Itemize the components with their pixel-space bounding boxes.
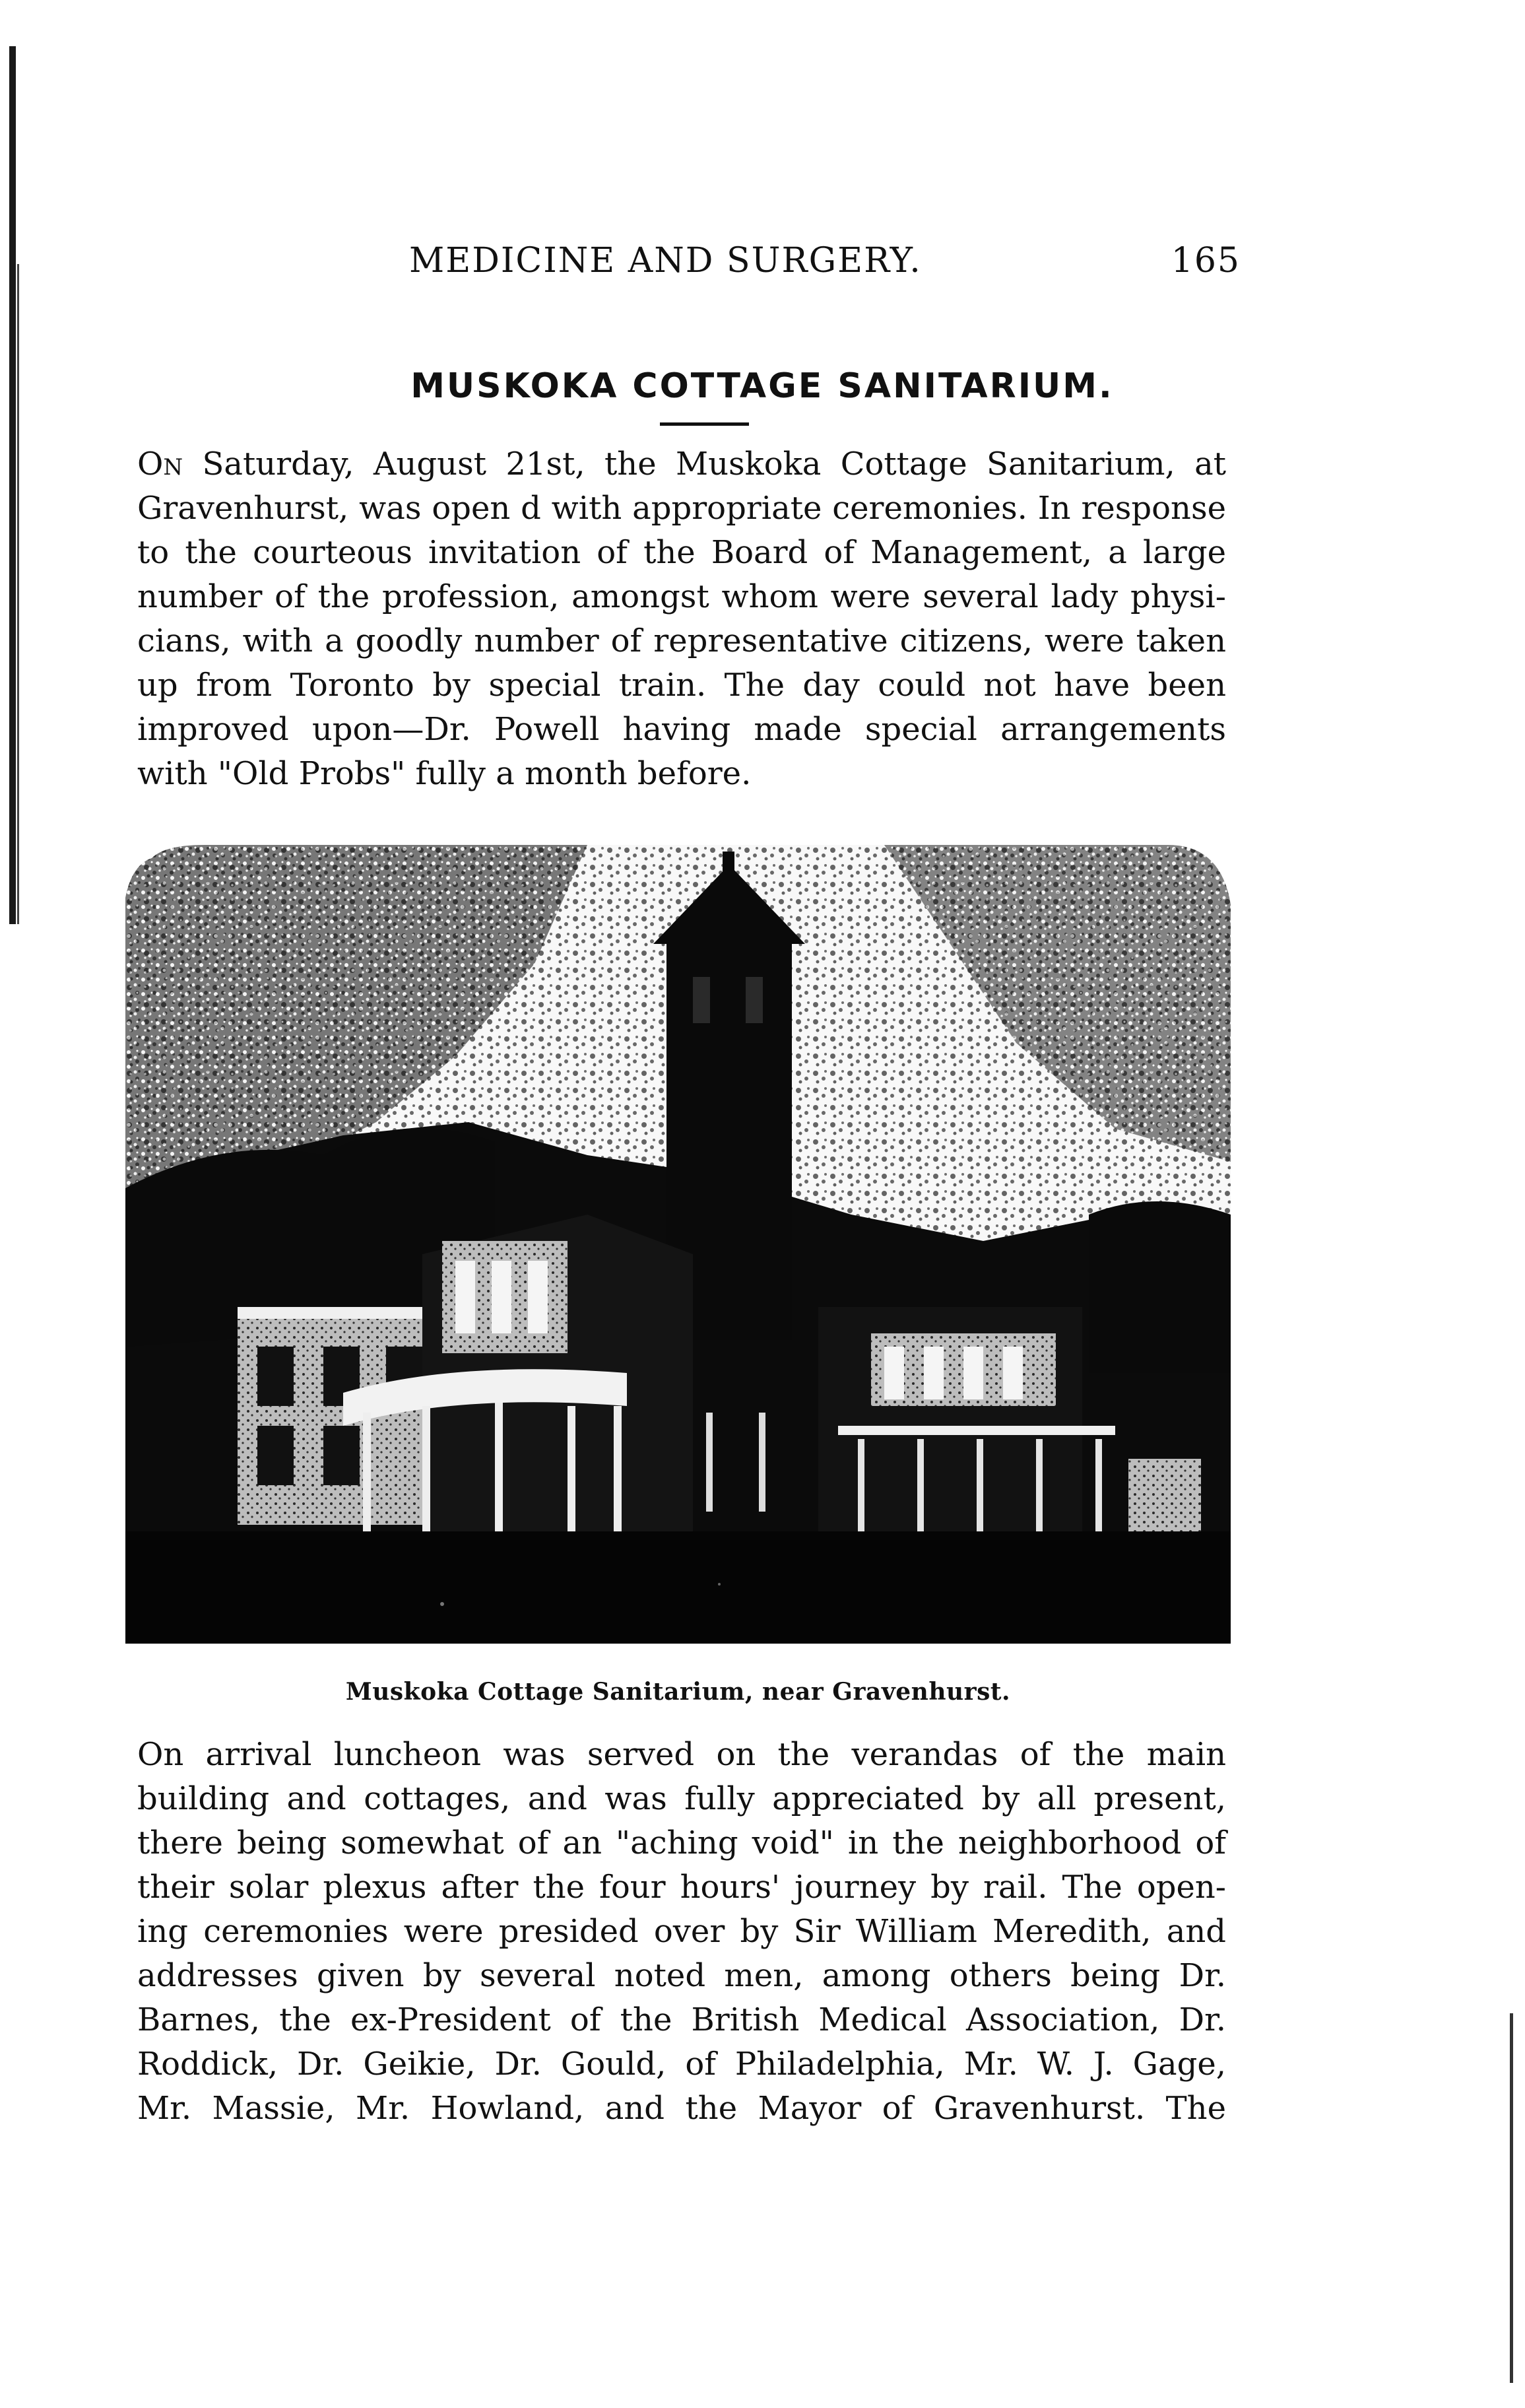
paragraph-line: number of the profession, amongst whom were several lady physi- xyxy=(137,578,1226,615)
paragraph-2 xyxy=(137,1733,1226,2131)
scan-edge-left xyxy=(9,46,16,924)
paragraph-line: Gravenhurst, was open d with appropriate ceremonies. In response xyxy=(137,490,1226,527)
paragraph-line: Roddick, Dr. Geikie, Dr. Gould, of Philadelphia, Mr. W. J. Gage, xyxy=(137,2046,1226,2083)
drop-lead-word: On xyxy=(137,446,183,483)
paragraph-line xyxy=(137,442,1226,486)
sanitarium-illustration xyxy=(125,845,1231,1644)
page-number: 165 xyxy=(1171,241,1241,281)
paragraph-line: with "Old Probs" fully a month before. xyxy=(137,755,752,792)
paragraph-line: improved upon—Dr. Powell having made special arrangements xyxy=(137,711,1226,748)
scan-edge-left-thin xyxy=(17,264,19,924)
running-head xyxy=(409,241,1241,294)
line-text: Saturday, August 21st, the Muskoka Cottage Sanitarium, at xyxy=(183,446,1226,483)
paragraph-line: Mr. Massie, Mr. Howland, and the Mayor of Gravenhurst. The xyxy=(137,2090,1226,2127)
paragraph-line: to the courteous invitation of the Board of Management, a large xyxy=(137,534,1226,571)
paragraph-line: cians, with a goodly number of representative citizens, were taken xyxy=(137,622,1226,659)
paragraph-line: building and cottages, and was fully appreciated by all present, xyxy=(137,1780,1226,1817)
paragraph-line: Barnes, the ex-President of the British Medical Association, Dr. xyxy=(137,2001,1226,2038)
paragraph-line: On arrival luncheon was served on the verandas of the main xyxy=(137,1736,1226,1773)
title-rule xyxy=(660,422,749,426)
scan-edge-right xyxy=(1510,2013,1513,2383)
paragraph-1 xyxy=(137,442,1226,796)
paragraph-line: their solar plexus after the four hours' journey by rail. The open- xyxy=(137,1869,1226,1906)
sanitarium-photograph xyxy=(125,845,1231,1644)
paragraph-line: there being somewhat of an "aching void" in the neighborhood of xyxy=(137,1824,1226,1861)
article-title: MUSKOKA COTTAGE SANITARIUM. xyxy=(410,366,1114,406)
figure-caption: Muskoka Cottage Sanitarium, near Gravenhurst. xyxy=(345,1678,1011,1706)
paragraph-line: ing ceremonies were presided over by Sir William Meredith, and xyxy=(137,1913,1226,1950)
paragraph-line: addresses given by several noted men, among others being Dr. xyxy=(137,1957,1226,1994)
paragraph-line: up from Toronto by special train. The day could not have been xyxy=(137,667,1226,704)
running-head-title: MEDICINE AND SURGERY. xyxy=(409,241,922,281)
